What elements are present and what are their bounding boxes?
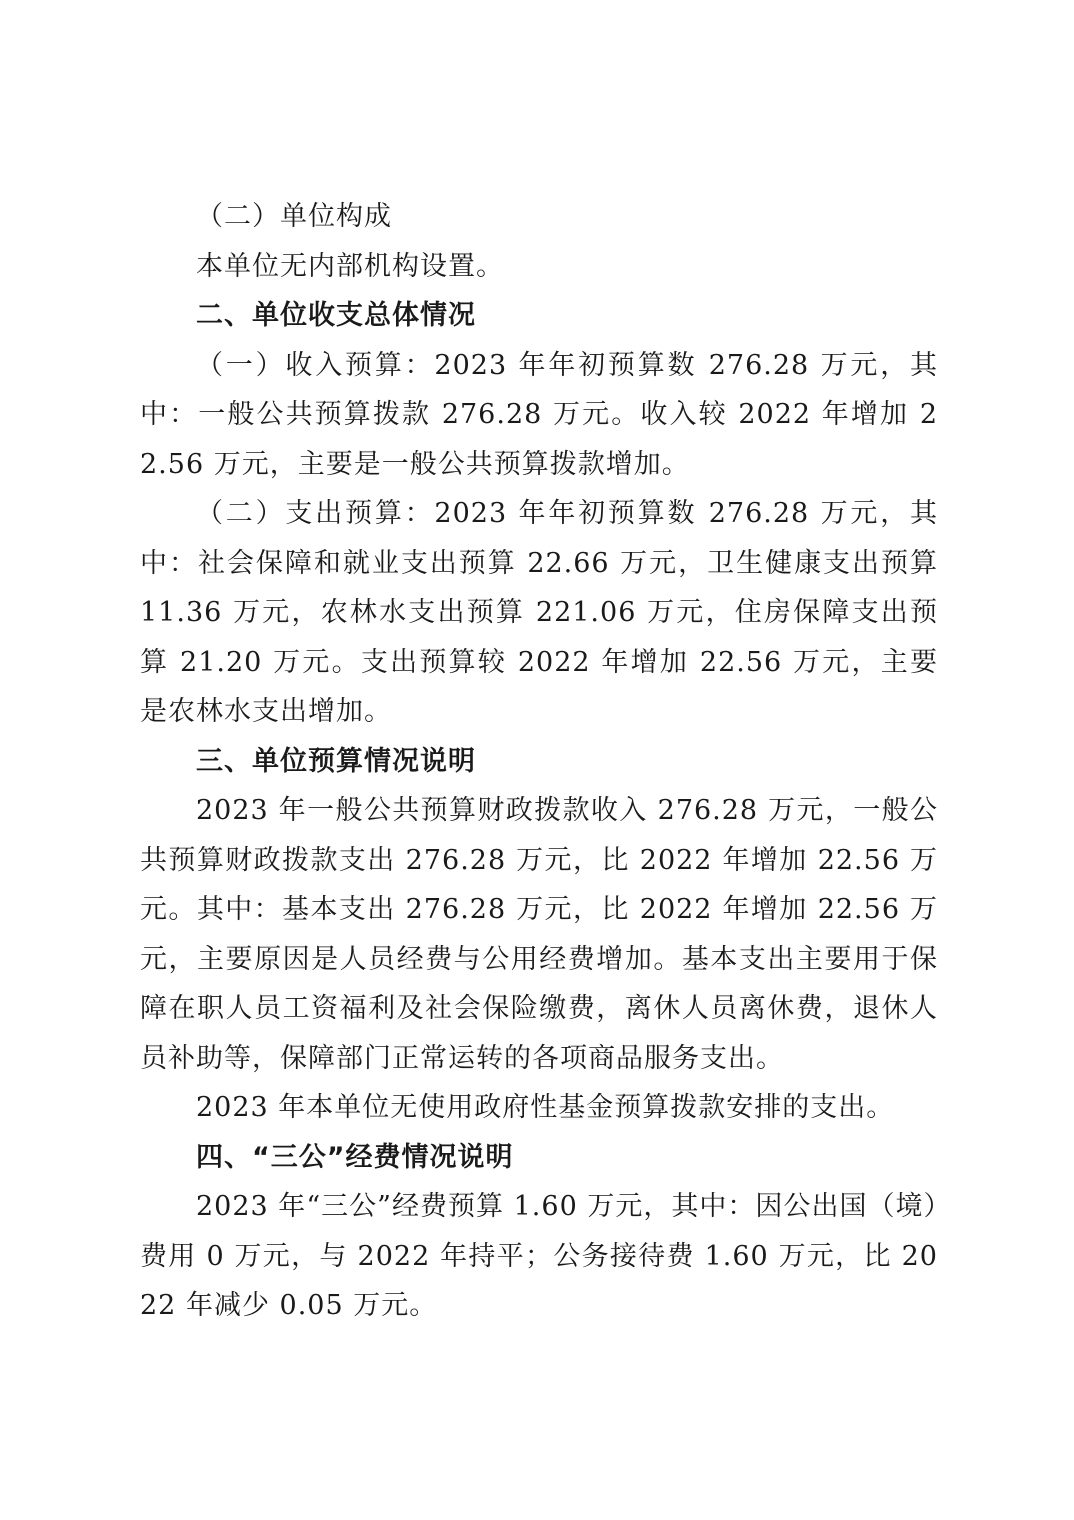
paragraph-three-public-expenses: 2023 年“三公”经费预算 1.60 万元，其中：因公出国（境）费用 0 万元，与 2022 年持平；公务接待费 1.60 万元，比 2022 年减少 0.05 万元。 xyxy=(140,1191,938,1321)
paragraph-expenditure-budget: （二）支出预算：2023 年年初预算数 276.28 万元，其中：社会保障和就业支出预算 22.66 万元，卫生健康支出预算 11.36 万元，农林水支出预算 221.06 万元，住房保障支出预算 21.20 万元。支出预算较 2022 年增加 22.56 万元，主要是农林水支出增加。 xyxy=(140,498,938,727)
heading-income-expenditure-overview: 二、单位收支总体情况 xyxy=(196,300,476,331)
paragraph-income-budget: （一）收入预算：2023 年年初预算数 276.28 万元，其中：一般公共预算拨款 276.28 万元。收入较 2022 年增加 22.56 万元，主要是一般公共预算拨款增加。 xyxy=(140,349,938,480)
heading-budget-explanation: 三、单位预算情况说明 xyxy=(196,745,476,777)
paragraph-government-fund-budget: 2023 年本单位无使用政府性基金预算拨款安排的支出。 xyxy=(196,1092,895,1123)
document-page xyxy=(140,192,938,1331)
paragraph-unit-composition-label: （二）单位构成 xyxy=(196,201,392,232)
paragraph-unit-composition: 本单位无内部机构设置。 xyxy=(196,250,504,282)
paragraph-general-public-budget: 2023 年一般公共预算财政拨款收入 276.28 万元，一般公共预算财政拨款支出 276.28 万元，比 2022 年增加 22.56 万元。其中：基本支出 276.28 万元，比 2022 年增加 22.56 万元，主要原因是人员经费与公用经费增加。基本支出主要用于保障在职人员工资福利及社会保险缴费，离休人员离休费，退休人员补助等，保障部门正常运转的各项商品服务支出。 xyxy=(140,795,938,1074)
heading-three-public-expenses: 四、“三公”经费情况说明 xyxy=(196,1141,514,1173)
